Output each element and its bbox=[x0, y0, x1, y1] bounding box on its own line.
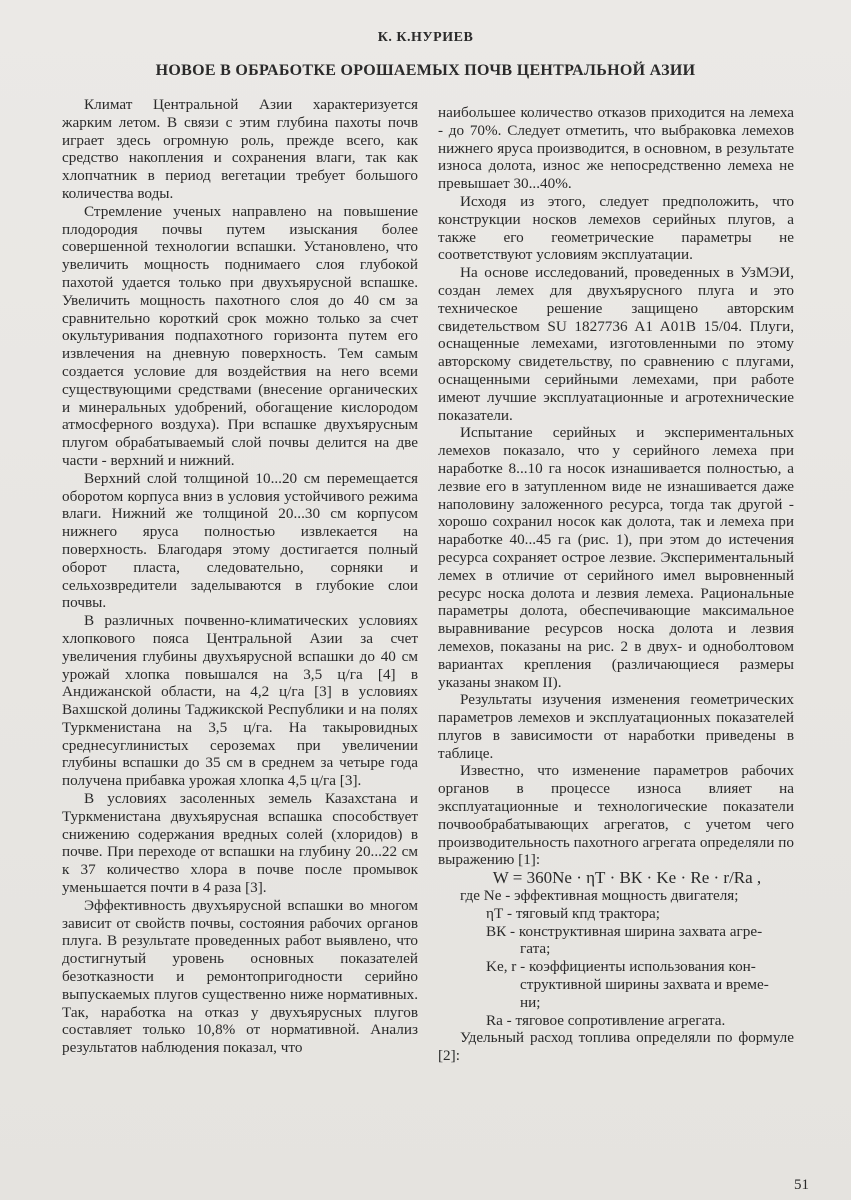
paragraph: На основе исследований, проведенных в УзМЭИ, создан лемех для двухъярусного плуга и это техническое решение защищено авторским свидетельством SU 1827736 A1 A01B 15/04. Плуги, оснащенные лемехами, изготовленными по этому авторскому свидетельству, по сравнению с плугами, оснащенными серийными лемехами, при работе имеют лучшие эксплуатационные и агротехнические показатели. bbox=[438, 264, 794, 424]
paragraph: Испытание серийных и экспериментальных лемехов показало, что у серийного лемеха при наработке 8...10 га носок изнашивается полностью, а лезвие его в затупленном виде не изнашивается даже наполовину заложенного ресурса, тогда так другой - хорошо сохранил носок как долота, так и лемеха при наработке 40...45 га (рис. 1), при этом до истечения ресурса сохраняет острое лезвие. Экспериментальный лемех в отличие от серийного имел выровненный ресурс носка долота и лезвия лемеха. Рациональные параметры долота, обеспечивающие максимальное выравнивание ресурсов носка долота и лезвия лемехов, показаны на рис. 2 в двух- и одноболтовом вариантах крепления (различающиеся размеры указаны знаком II). bbox=[438, 424, 794, 691]
article-author: К. К.НУРИЕВ bbox=[377, 30, 474, 45]
variable-line: структивной ширины захвата и време- bbox=[520, 976, 769, 994]
paragraph: В условиях засоленных земель Казахстана и Туркменистана двухъярусная вспашка способствует снижению содержания вредных солей (хлоридов) в почве. При переходе от вспашки на глубину 20...22 см к 37 количество хлора в почве после промывок уменьшается почти в 4 раза [3]. bbox=[62, 790, 418, 897]
page-number: 51 bbox=[794, 1177, 809, 1193]
variable-line: гата; bbox=[520, 940, 551, 958]
variable-line: BК - конструктивная ширина захвата агре- bbox=[486, 922, 763, 940]
variable-line: Ke, r - коэффициенты использования кон- bbox=[486, 958, 756, 976]
variable-line: Ra - тяговое сопротивление агрегата. bbox=[486, 1011, 726, 1029]
paragraph: Известно, что изменение параметров рабочих органов в процессе износа влияет на эксплуатационные и технологические показатели почвообрабатывающих агрегатов, с учетом чего производительность пахотного агрегата определяли по выражению [1]: bbox=[438, 762, 794, 869]
variable-line: где Ne - эффективная мощность двигателя; bbox=[460, 887, 739, 905]
paragraph: Верхний слой толщиной 10...20 см перемещается оборотом корпуса вниз в условия устойчивого режима влаги. Нижний же толщиной 20...30 см корпусом нижнего яруса полностью извлекается на поверхность. Благодаря этому достигается полный оборот пласта, следовательно, сорняки и сельхозвредители заделываются в глубокие слои почвы. bbox=[62, 469, 418, 612]
productivity-formula: W = 360Ne · ηТ · BК · Ke · Re · r/Ra , bbox=[492, 868, 762, 888]
variable-line: ни; bbox=[520, 993, 541, 1011]
article-title: НОВОЕ В ОБРАБОТКЕ ОРОШАЕМЫХ ПОЧВ ЦЕНТРАЛЬНОЙ АЗИИ bbox=[155, 62, 696, 79]
paragraph: В различных почвенно-климатических условиях хлопкового пояса Центральной Азии за счет увеличения глубины двухъярусной вспашки до 40 см урожай хлопка повышался на 3,5 ц/га [4] в Андижанской области, на 4,2 ц/га [3] в условиях Вахшской долины Таджикской Республики и на полях Туркменистана на 3,5 ц/га. На такыровидных среднесуглинистых сероземах при увеличении глубины вспашки до 35 см в среднем за четыре года получена прибавка урожая хлопка 4,5 ц/га [3]. bbox=[62, 612, 418, 790]
paragraph: Результаты изучения изменения геометрических параметров лемехов и эксплуатационных показателей плугов в зависимости от наработки приведены в таблице. bbox=[438, 691, 794, 762]
variable-definitions bbox=[438, 887, 794, 1029]
left-column bbox=[62, 96, 418, 1186]
right-column bbox=[438, 104, 794, 1194]
paragraph: Эффективность двухъярусной вспашки во многом зависит от свойств почвы, состояния рабочих органов плуга. В результате проведенных работ выявлено, что достигнутый уровень основных показателей безотказности и ремонтопригодности серийно выпускаемых плугов существенно ниже нормативных. Так, наработка на отказ у двухъярусных плугов составляет только 10,8% от нормативной. Анализ результатов наблюдения показал, что bbox=[62, 896, 418, 1057]
variable-line: ηТ - тяговый кпд трактора; bbox=[486, 904, 660, 922]
paragraph: Климат Центральной Азии характеризуется жарким летом. В связи с этим глубина пахоты почв играет здесь огромную роль, прежде всего, как средство накопления и сохранения влаги, так как хлопчатник в период вегетации требует большого количества воды. bbox=[62, 96, 418, 202]
paragraph: Исходя из этого, следует предположить, что конструкции носков лемехов серийных плугов, а также его геометрические параметры не соответствуют условиям эксплуатации. bbox=[438, 192, 794, 264]
paragraph-continuation: наибольшее количество отказов приходится на лемеха - до 70%. Следует отметить, что выбраковка лемехов нижнего яруса производится, в основном, в результате износа долота, износ же непосредственно лемеха не превышает 30...40%. bbox=[438, 104, 794, 193]
paragraph: Стремление ученых направлено на повышение плодородия почвы путем изыскания более совершенной технологии вспашки. Установлено, что увеличить мощность поднимаего слоя глубокой пахотой удается только при двухъярусной вспашке. Увеличить мощность пахотного слоя до 40 см за сравнительно короткий срок можно только за счет окультуривания подпахотного горизонта путем его извлечения на дневную поверхность. Тем самым создается условие для воздействия на него всеми существующими средствами (внесение органических и минеральных удобрений, обогащение кислородом атмосферного воздуха). При вспашке двухъярусным плугом обрабатываемый слой почвы делится на две части - верхний и нижний. bbox=[62, 202, 418, 469]
paragraph: Удельный расход топлива определяли по формуле [2]: bbox=[438, 1029, 794, 1065]
